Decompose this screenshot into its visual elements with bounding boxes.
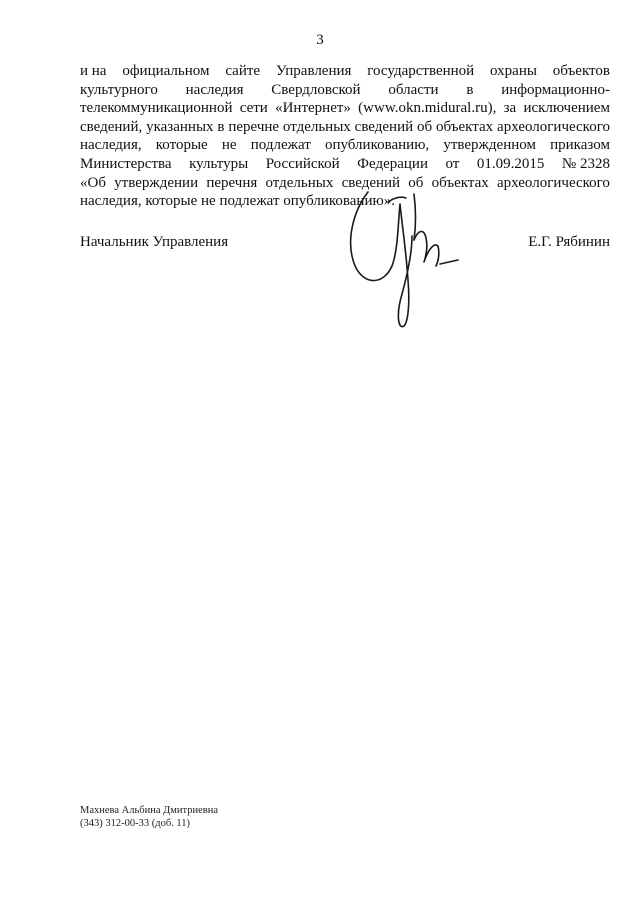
word: сведений bbox=[354, 118, 414, 135]
word: и на bbox=[80, 63, 107, 79]
word: № 2328 bbox=[561, 155, 610, 172]
word: за bbox=[503, 100, 517, 117]
word: охраны bbox=[490, 63, 537, 79]
word: культуры bbox=[189, 155, 249, 172]
text-line bbox=[80, 99, 610, 118]
text-line bbox=[80, 136, 610, 155]
word: объектах bbox=[436, 118, 494, 135]
word: археологического bbox=[496, 174, 610, 191]
word: (www.okn.midural.ru), bbox=[358, 100, 497, 117]
word: наследия bbox=[185, 81, 244, 98]
executor-phone: (343) 312-00-33 (доб. 11) bbox=[80, 818, 191, 829]
word: области bbox=[388, 81, 439, 98]
text-line bbox=[80, 81, 610, 100]
word: от bbox=[445, 155, 460, 172]
handwritten-signature bbox=[340, 180, 480, 330]
word: в bbox=[217, 118, 225, 135]
word: исключением bbox=[523, 100, 610, 117]
word: объектах bbox=[431, 174, 489, 191]
word: «Об bbox=[80, 174, 106, 191]
word: перечня bbox=[206, 174, 258, 191]
text-line bbox=[80, 62, 610, 81]
word: телекоммуникационной bbox=[80, 100, 233, 117]
word: указанных bbox=[146, 118, 214, 135]
text-line-last: наследия, которые не подлежат опубликованию». bbox=[80, 193, 395, 210]
word: подлежат bbox=[250, 137, 311, 154]
word: перечне bbox=[228, 118, 280, 135]
word: которые bbox=[155, 137, 208, 154]
word: официальном bbox=[122, 63, 210, 79]
word: об bbox=[417, 118, 433, 135]
word: информационно- bbox=[501, 81, 610, 98]
text-line bbox=[80, 118, 610, 137]
word: сайте bbox=[225, 63, 261, 79]
word: отдельных bbox=[265, 174, 334, 191]
word: об bbox=[408, 174, 424, 191]
word: утверждении bbox=[114, 174, 199, 191]
word: культурного bbox=[80, 81, 158, 98]
word: не bbox=[221, 137, 237, 154]
word: опубликованию, bbox=[324, 137, 430, 154]
word: государственной bbox=[367, 63, 475, 79]
word: утвержденном bbox=[443, 137, 536, 154]
word: Федерации bbox=[357, 155, 428, 172]
word: сведений, bbox=[80, 118, 143, 135]
signatory-position: Начальник Управления bbox=[80, 234, 229, 250]
word: в bbox=[466, 81, 474, 98]
word: сети bbox=[239, 100, 268, 117]
word: 01.09.2015 bbox=[476, 155, 545, 172]
word: Управления bbox=[275, 63, 352, 79]
word: Российской bbox=[265, 155, 340, 172]
word: наследия, bbox=[80, 137, 142, 154]
executor-name: Махнева Альбина Дмитриевна bbox=[80, 805, 219, 816]
word: Министерства bbox=[80, 155, 172, 172]
executor-footer bbox=[80, 804, 218, 830]
word: объектов bbox=[552, 63, 610, 79]
page-number: 3 bbox=[316, 32, 324, 48]
word: Свердловской bbox=[271, 81, 361, 98]
word: отдельных bbox=[282, 118, 351, 135]
word: «Интернет» bbox=[275, 100, 351, 117]
signatory-name: Е.Г. Рябинин bbox=[528, 234, 610, 250]
word: приказом bbox=[550, 137, 610, 154]
text-line bbox=[80, 155, 610, 174]
word: сведений bbox=[341, 174, 401, 191]
word: археологического bbox=[497, 118, 610, 135]
